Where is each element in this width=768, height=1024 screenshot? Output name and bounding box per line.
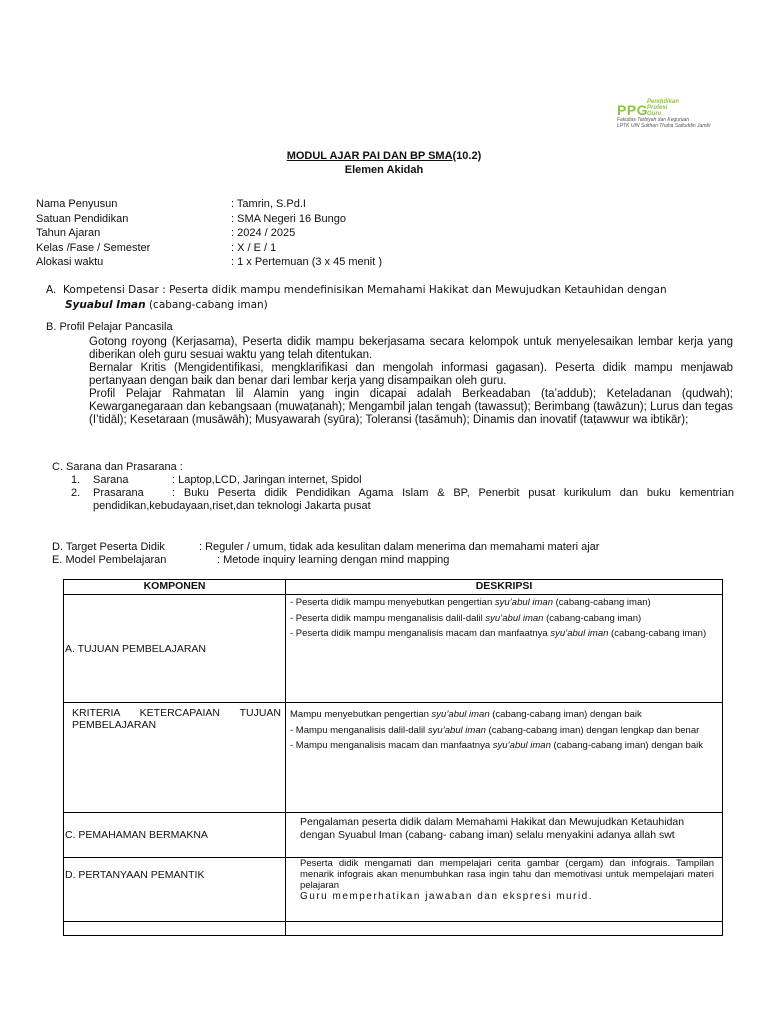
- description-line: - Peserta didik mampu menyebutkan pengertian syu’abul iman (cabang-cabang iman): [290, 597, 651, 608]
- list-value: : Buku Peserta didik Pendidikan Agama Islam & BP, Penerbit pusat kurikulum dan buku kementrian: [172, 487, 734, 499]
- section-b-paragraph: Bernalar Kritis (Mengidentifikasi, mengklarifikasi dan mengolah informasi gagasan). Peserta didik mampu menjawab pertanyaan dengan baik dan benar dari lembar kerja yang disampaikan oleh guru.: [89, 362, 733, 387]
- description-line: - Peserta didik mampu menganalisis macam dan manfaatnya syu’abul iman (cabang-cabang iman): [290, 628, 707, 639]
- identity-row: [36, 242, 736, 257]
- list-label: Prasarana: [93, 487, 144, 499]
- list-value-continued: pendidikan,kebudayaan,riset,dan teknologi Jakarta pusat: [93, 500, 371, 512]
- section-b-paragraph: Profil Pelajar Rahmatan lil Alamin yang ingin dicapai adalah Berkeadaban (ta’addub); Keteladanan (qudwah); Kewarganegaraan dan kebangsaan (muwaṭanah); Mengambil jalan tengah (tawassuṭ); Berimbang (tawāzun); Lurus dan tegas (I’tidāl); Kesetaraan (musāwāh); Musyawarah (syūra); Toleransi (tasāmuh); Dinamis dan inovatif (taṭawwur wa ibtikār);: [89, 388, 733, 426]
- identity-value: : 2024 / 2025: [231, 227, 296, 239]
- component-label: D. PERTANYAAN PEMANTIK: [65, 869, 205, 881]
- table-row: [64, 813, 723, 858]
- logo-line1: Fakultas Tarbiyah dan Keguruan: [617, 117, 690, 123]
- description-line: - Mampu menganalisis dalil-dalil syu’abul iman (cabang-cabang iman) dengan lengkap dan benar: [290, 724, 700, 736]
- section-c-title: C. Sarana dan Prasarana :: [52, 461, 183, 473]
- list-item: [71, 487, 736, 500]
- section-e-value: : Metode inquiry learning dengan mind mapping: [217, 554, 450, 566]
- component-cell: [64, 703, 286, 813]
- logo-side-line: Guru: [647, 111, 662, 117]
- identity-label: Nama Penyusun: [36, 198, 118, 210]
- title-code: (10.2): [452, 150, 482, 162]
- section-a-rest: (cabang-cabang iman): [145, 299, 268, 311]
- description-line: Mampu menyebutkan pengertian syu’abul iman (cabang-cabang iman) dengan baik: [290, 709, 642, 720]
- list-value: : Laptop,LCD, Jaringan internet, Spidol: [172, 474, 362, 486]
- section-b-title: B. Profil Pelajar Pancasila: [46, 321, 173, 333]
- identity-value: : 1 x Pertemuan (3 x 45 menit ): [231, 256, 383, 268]
- identity-label: Tahun Ajaran: [36, 227, 101, 239]
- column-header: KOMPONEN: [64, 580, 286, 595]
- list-label: Sarana: [93, 474, 129, 486]
- section-c-list: [71, 474, 736, 513]
- column-header: DESKRIPSI: [286, 580, 723, 595]
- component-table: [63, 579, 723, 936]
- section-a-line1: Kompetensi Dasar : Peserta didik mampu mendefinisikan Memahami Hakikat dan Mewujudkan Ketauhidan dengan: [63, 284, 667, 296]
- component-cell: [64, 813, 286, 858]
- section-d-value: : Reguler / umum, tidak ada kesulitan dalam menerima dan memahami materi ajar: [199, 541, 600, 553]
- logo-mark: PPG: [617, 102, 649, 118]
- table-row: [64, 858, 723, 922]
- description-cell: [286, 858, 723, 922]
- document-title: [0, 150, 768, 162]
- description-cell: [286, 813, 723, 858]
- identity-row: [36, 227, 736, 242]
- identity-label: Alokasi waktu: [36, 256, 104, 268]
- logo-side-line: Profesi: [647, 105, 668, 111]
- description-line: - Peserta didik mampu menganalisis dalil-dalil syu’abul iman (cabang-cabang iman): [290, 612, 642, 624]
- section-d-label: D. Target Peserta Didik: [52, 541, 165, 553]
- description-cell: [286, 703, 723, 813]
- section-e: [52, 554, 742, 567]
- section-a-italic: Syuabul Iman: [65, 299, 146, 311]
- component-label: A. TUJUAN PEMBELAJARAN: [65, 642, 207, 655]
- list-number: 1.: [71, 474, 81, 486]
- identity-value: : Tamrin, S.Pd.I: [231, 198, 306, 210]
- description-cell: [286, 922, 723, 936]
- description-line: - Mampu menganalisis macam dan manfaatnya syu’abul iman (cabang-cabang iman) dengan baik: [290, 740, 703, 751]
- component-cell: [64, 858, 286, 922]
- description-text: Guru memperhatikan jawaban dan ekspresi murid.: [300, 891, 593, 902]
- section-e-label: E. Model Pembelajaran: [52, 554, 167, 566]
- component-cell: [64, 922, 286, 936]
- section-d: [52, 541, 742, 554]
- table-row: [64, 922, 723, 936]
- document-subtitle: Elemen Akidah: [344, 164, 424, 176]
- identity-block: [36, 198, 736, 271]
- identity-row: [36, 256, 736, 271]
- component-label: KRITERIA KETERCAPAIAN TUJUAN PEMBELAJARAN: [72, 707, 281, 731]
- description-cell: [286, 595, 723, 703]
- identity-value: : X / E / 1: [231, 241, 277, 254]
- section-b-paragraph: Gotong royong (Kerjasama), Peserta didik mampu bekerjasama secara kelompok untuk menyelesaikan lembar kerja yang diberikan oleh guru sesuai waktu yang telah ditentukan.: [89, 336, 733, 361]
- logo-line2: LPTK UIN Sulthan Thaha Saifuddin Jambi: [617, 123, 711, 129]
- identity-value: : SMA Negeri 16 Bungo: [231, 212, 346, 225]
- table-row: [64, 595, 723, 703]
- description-text: Pengalaman peserta didik dalam Memahami Hakikat dan Mewujudkan Ketauhidan dengan Syuabul Iman (cabang- cabang iman) selalu menyakini adanya allah swt: [300, 816, 685, 841]
- section-a: [46, 283, 736, 313]
- description-text: Peserta didik mengamati dan mempelajari cerita gambar (cergam) dan infograis. Tampilan menarik infograis akan menumbuhkan rasa ingin tahu dan memotivasi untuk mempelajari materi pelajaran: [300, 858, 714, 891]
- section-a-marker: A.: [46, 284, 57, 296]
- list-item: [71, 474, 736, 487]
- component-label: C. PEMAHAMAN BERMAKNA: [65, 829, 208, 841]
- logo-side-line: Pendidikan: [647, 99, 680, 105]
- identity-row: [36, 198, 736, 213]
- component-cell: [64, 595, 286, 703]
- ppg-logo: [617, 99, 729, 129]
- logo-side-text: [647, 99, 679, 117]
- table-row: [64, 703, 723, 813]
- identity-row: [36, 213, 736, 228]
- table-header-row: [64, 580, 723, 595]
- description-body: [286, 595, 722, 646]
- section-b-body: [89, 336, 733, 427]
- identity-label: Kelas /Fase / Semester: [36, 241, 151, 254]
- identity-label: Satuan Pendidikan: [36, 212, 129, 225]
- description-body: [286, 703, 722, 758]
- list-number: 2.: [71, 487, 81, 499]
- title-underlined: MODUL AJAR PAI DAN BP SMA: [286, 150, 453, 162]
